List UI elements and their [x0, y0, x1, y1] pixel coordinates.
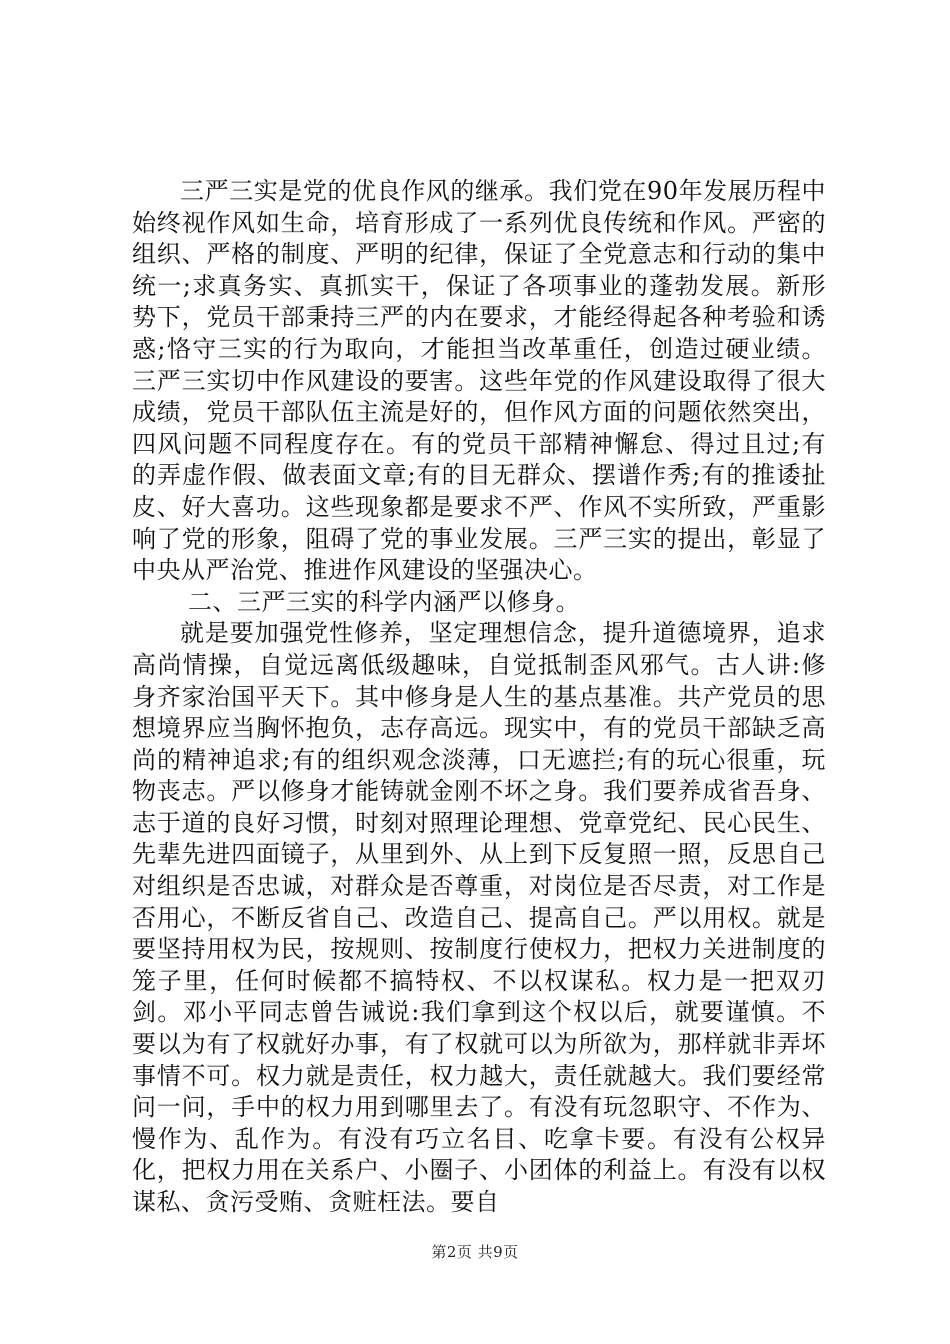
section-heading: 二、三严三实的科学内涵严以修身。 [188, 587, 580, 616]
document-body [132, 176, 826, 1219]
page-footer: 第2页 共9页 [431, 1243, 519, 1261]
paragraph-2: 就是要加强党性修养，坚定理想信念，提升道德境界，追求高尚情操，自觉远离低级趣味，自觉抵制歪风邪气。古人讲:修身齐家治国平天下。其中修身是人生的基点基准。共产党员的思想境界应当胸怀抱负，志存高远。现实中，有的党员干部缺乏高尚的精神追求;有的组织观念淡薄，口无遮拦;有的玩心很重，玩物丧志。严以修身才能铸就金刚不坏之身。我们要养成省吾身、志于道的良好习惯，时刻对照理论理想、党章党纪、民心民生、先辈先进四面镜子，从里到外、从上到下反复照一照，反思自己对组织是否忠诚，对群众是否尊重，对岗位是否尽责，对工作是否用心，不断反省自己、改造自己、提高自己。严以用权。就是要坚持用权为民，按规则、按制度行使权力，把权力关进制度的笼子里，任何时候都不搞特权、不以权谋私。权力是一把双刃剑。邓小平同志曾告诫说:我们拿到这个权以后，就要谨慎。不要以为有了权就好办事，有了权就可以为所欲为，那样就非弄坏事情不可。权力就是责任，权力越大，责任就越大。我们要经常问一问，手中的权力用到哪里去了。有没有玩忽职守、不作为、慢作为、乱作为。有没有巧立名目、吃拿卡要。有没有公权异化，把权力用在关系户、小圈子、小团体的利益上。有没有以权谋私、贪污受贿、贪赃枉法。要自 [132, 619, 826, 1216]
paragraph-1: 三严三实是党的优良作风的继承。我们党在90年发展历程中始终视作风如生命，培育形成了一系列优良传统和作风。严密的组织、严格的制度、严明的纪律，保证了全党意志和行动的集中统一;求真务实、真抓实干，保证了各项事业的蓬勃发展。新形势下，党员干部秉持三严的内在要求，才能经得起各种考验和诱惑;恪守三实的行为取向，才能担当改革重任，创造过硬业绩。三严三实切中作风建设的要害。这些年党的作风建设取得了很大成绩，党员干部队伍主流是好的，但作风方面的问题依然突出，四风问题不同程度存在。有的党员干部精神懈怠、得过且过;有的弄虚作假、做表面文章;有的目无群众、摆谱作秀;有的推诿扯皮、好大喜功。这些现象都是要求不严、作风不实所致，严重影响了党的形象，阻碍了党的事业发展。三严三实的提出，彰显了中央从严治党、推进作风建设的坚强决心。 [132, 177, 826, 585]
